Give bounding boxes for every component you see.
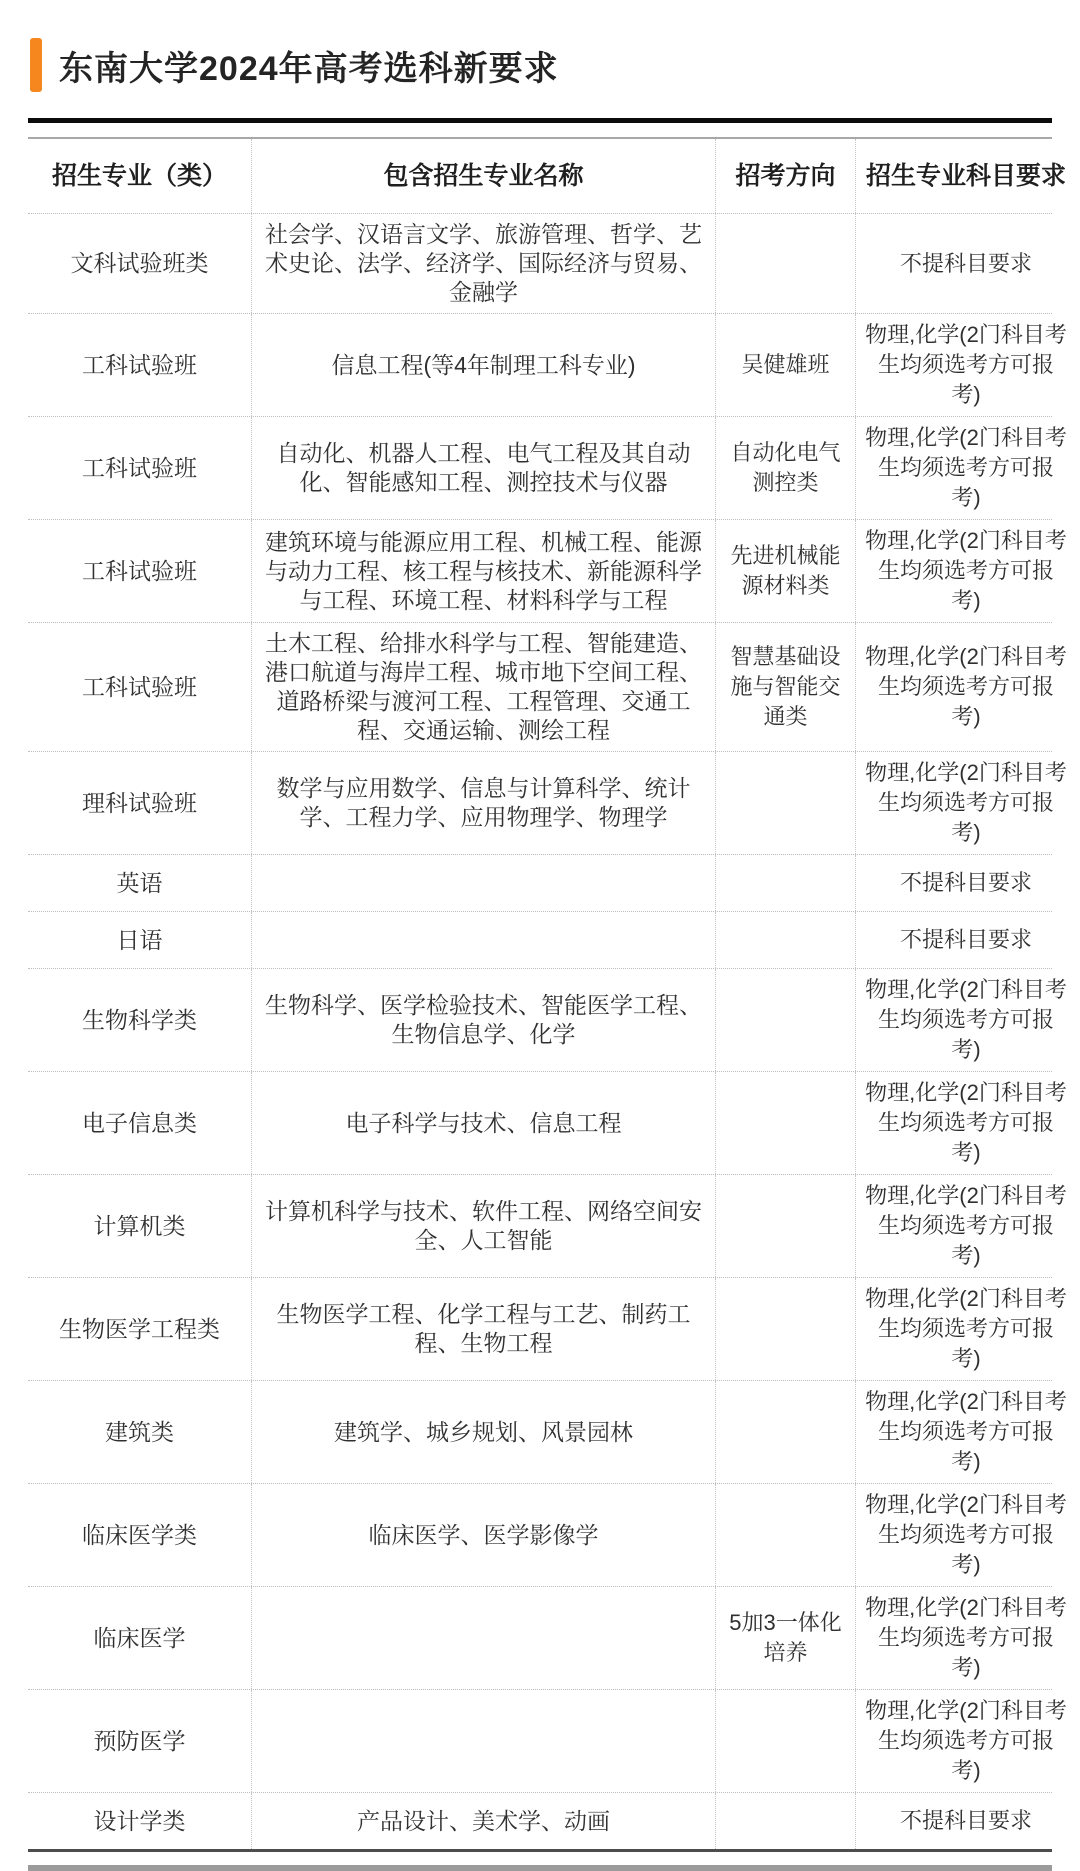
cell-majors-included [251,912,715,968]
page-title: 东南大学2024年高考选科新要求 [59,49,559,88]
table-row [28,1071,1067,1174]
cell-major: 文科试验班类 [70,250,209,276]
table-row [28,751,1067,854]
table-row [28,416,1067,519]
cell-major: 工科试验班 [82,673,197,700]
cell-subject-requirement: 物理,化学(2门科目考生均须选考方可报考) [855,969,1076,1071]
cell-majors-included: 生物医学工程、化学工程与工艺、制药工程、生物工程 [251,1278,715,1380]
cell-direction [715,1278,855,1380]
cell-major: 计算机类 [93,1212,186,1239]
cell-direction [715,1484,855,1586]
cell-direction: 5加3一体化培养 [715,1587,855,1689]
cell-subject-requirement: 物理,化学(2门科目考生均须选考方可报考) [855,1175,1076,1277]
cell-direction: 智慧基础设施与智能交通类 [715,623,855,751]
table-row [28,213,1052,313]
title-divider [28,118,1052,123]
column-header-majors-included: 包含招生专业名称 [251,139,715,213]
cell-direction [715,1175,855,1277]
cell-subject-requirement: 物理,化学(2门科目考生均须选考方可报考) [855,623,1076,751]
cell-subject-requirement: 不提科目要求 [855,1793,1076,1849]
cell-majors-included [251,855,715,911]
cell-direction: 自动化电气测控类 [715,417,855,519]
cell-subject-requirement: 物理,化学(2门科目考生均须选考方可报考) [855,1072,1076,1174]
table-row [28,313,1067,416]
cell-subject-requirement: 不提科目要求 [855,855,1076,911]
cell-major: 英语 [116,869,163,896]
cell-direction [715,214,855,313]
title-accent-bar [30,38,42,92]
column-header-subject-requirement: 招生专业科目要求 [855,139,1076,213]
cell-subject-requirement: 物理,化学(2门科目考生均须选考方可报考) [855,1278,1076,1380]
table-row [28,622,1067,751]
cell-subject-requirement: 物理,化学(2门科目考生均须选考方可报考) [855,1381,1076,1483]
cell-subject-requirement: 物理,化学(2门科目考生均须选考方可报考) [855,1690,1076,1792]
cell-major: 生物科学类 [82,1006,197,1033]
table-row [28,1277,1067,1380]
cell-majors-included: 信息工程(等4年制理工科专业) [251,314,715,416]
table-body [28,213,1067,1849]
cell-major: 建筑类 [105,1418,174,1445]
cell-major: 电子信息类 [82,1109,197,1136]
cell-subject-requirement: 物理,化学(2门科目考生均须选考方可报考) [855,1484,1076,1586]
table-row [28,1792,1052,1849]
cell-majors-included: 临床医学、医学影像学 [251,1484,715,1586]
cell-majors-included: 土木工程、给排水科学与工程、智能建造、港口航道与海岸工程、城市地下空间工程、道路桥梁与渡河工程、工程管理、交通工程、交通运输、测绘工程 [251,623,715,751]
cell-majors-included: 产品设计、美术学、动画 [251,1793,715,1849]
cell-major: 临床医学类 [82,1521,197,1548]
cell-direction: 吴健雄班 [715,314,855,416]
table-row [28,1586,1067,1689]
cell-direction [715,752,855,854]
cell-majors-included: 建筑环境与能源应用工程、机械工程、能源与动力工程、核工程与核技术、新能源科学与工程、环境工程、材料科学与工程 [251,520,715,622]
cell-majors-included: 社会学、汉语言文学、旅游管理、哲学、艺术史论、法学、经济学、国际经济与贸易、金融学 [251,214,715,313]
table-header-row [28,139,1066,213]
cell-majors-included [251,1587,715,1689]
cell-majors-included: 建筑学、城乡规划、风景园林 [251,1381,715,1483]
admission-requirements-table [28,137,1067,1852]
cell-subject-requirement: 物理,化学(2门科目考生均须选考方可报考) [855,520,1076,622]
cell-majors-included: 生物科学、医学检验技术、智能医学工程、生物信息学、化学 [251,969,715,1071]
cell-subject-requirement: 不提科目要求 [855,912,1076,968]
cell-major: 工科试验班 [82,351,197,378]
cell-direction [715,912,855,968]
cell-subject-requirement: 物理,化学(2门科目考生均须选考方可报考) [855,314,1076,416]
table-row [28,854,1052,911]
cell-subject-requirement: 物理,化学(2门科目考生均须选考方可报考) [855,417,1076,519]
cell-major: 临床医学 [93,1624,186,1651]
cell-direction [715,1793,855,1849]
cell-majors-included: 计算机科学与技术、软件工程、网络空间安全、人工智能 [251,1175,715,1277]
cell-direction [715,1072,855,1174]
footer-divider [28,1865,1052,1871]
cell-subject-requirement: 不提科目要求 [855,214,1076,313]
title-block [30,38,1050,92]
cell-major: 日语 [116,926,163,953]
table-row [28,1483,1067,1586]
cell-majors-included: 自动化、机器人工程、电气工程及其自动化、智能感知工程、测控技术与仪器 [251,417,715,519]
table-row [28,1174,1067,1277]
table-row [28,519,1067,622]
cell-major: 设计学类 [93,1807,186,1834]
page [0,38,1080,1871]
cell-direction [715,1381,855,1483]
column-header-major: 招生专业（类） [51,161,227,190]
cell-direction [715,969,855,1071]
column-header-direction: 招考方向 [715,139,855,213]
cell-subject-requirement: 物理,化学(2门科目考生均须选考方可报考) [855,1587,1076,1689]
table-row [28,968,1067,1071]
cell-majors-included: 电子科学与技术、信息工程 [251,1072,715,1174]
cell-major: 预防医学 [93,1727,186,1754]
table-row [28,1380,1067,1483]
cell-major: 工科试验班 [82,557,197,584]
cell-major: 理科试验班 [82,789,197,816]
cell-majors-included: 数学与应用数学、信息与计算科学、统计学、工程力学、应用物理学、物理学 [251,752,715,854]
cell-direction: 先进机械能源材料类 [715,520,855,622]
table-row [28,911,1052,968]
cell-direction [715,855,855,911]
cell-major: 生物医学工程类 [59,1315,220,1342]
cell-major: 工科试验班 [82,454,197,481]
cell-subject-requirement: 物理,化学(2门科目考生均须选考方可报考) [855,752,1076,854]
